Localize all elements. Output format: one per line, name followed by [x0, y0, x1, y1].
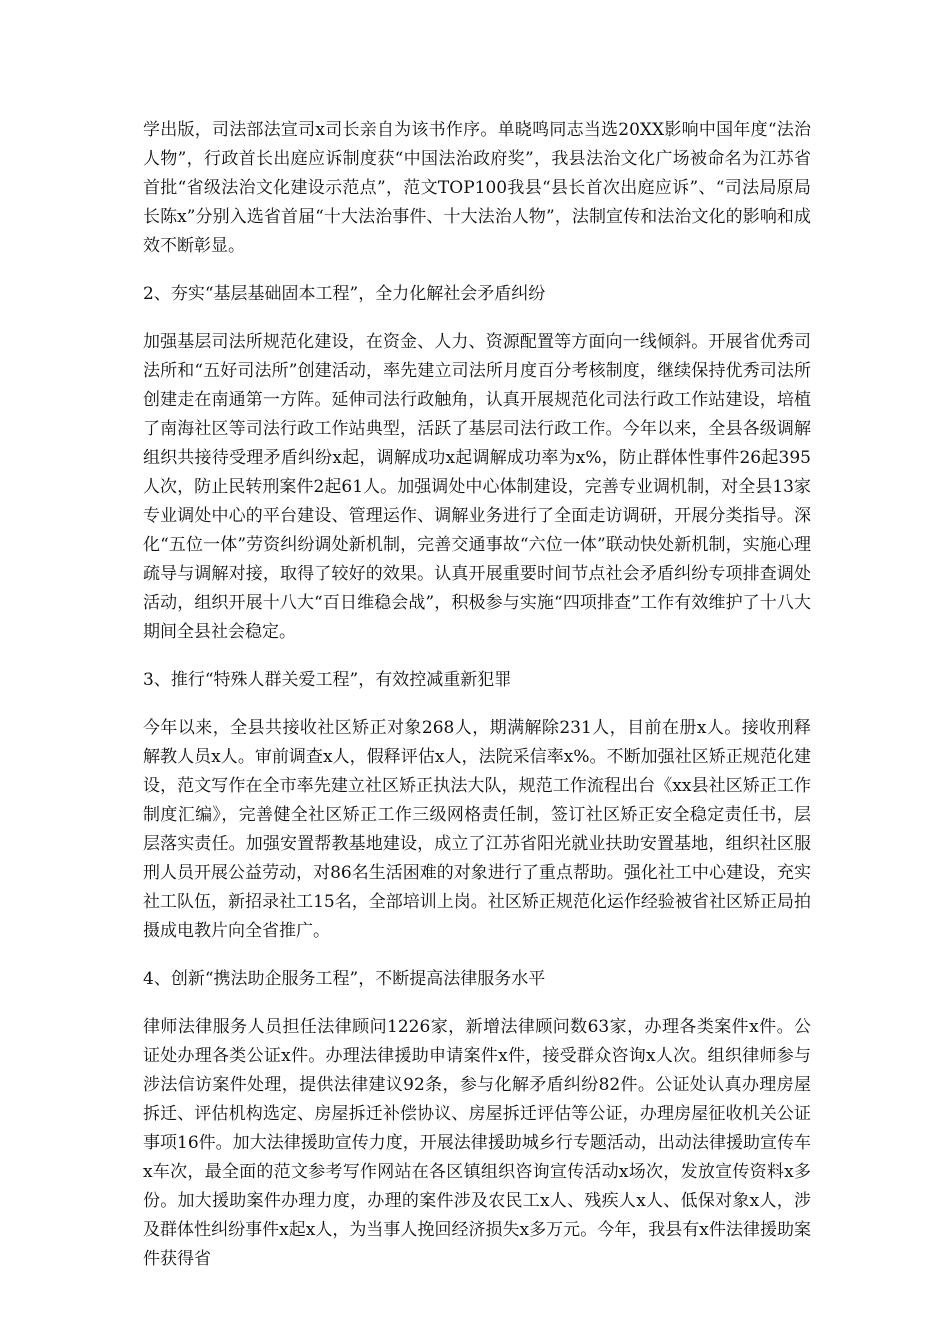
paragraph-gap: [143, 994, 811, 1013]
paragraph-gap: [143, 647, 811, 666]
paragraph-community-correction: 今年以来，全县共接收社区矫正对象268人，期满解除231人，目前在册x人。接收刑释解教人员x人。审前调查x人，假释评估x人，法院采信率x%。不断加强社区矫正规范化建设，范文写作在全市率先建立社区矫正执法大队，规范工作流程出台《xx县社区矫正工作制度汇编》，完善健全社区矫正工作三级网格责任制，签订社区矫正安全稳定责任书，层层落实责任。加强安置帮教基地建设，成立了江苏省阳光就业扶助安置基地，组织社区服刑人员开展公益劳动，对86名生活困难的对象进行了重点帮助。强化社工中心建设，充实社工队伍，新招录社工15名，全部培训上岗。社区矫正规范化运作经验被省社区矫正局拍摄成电教片向全省推广。: [143, 718, 811, 941]
paragraph-legal-culture: 学出版，司法部法宣司x司长亲自为该书作序。单晓鸣同志当选20XX影响中国年度“法治人物”，行政首长出庭应诉制度获“中国法治政府奖”，我县法治文化广场被命名为江苏省首批“省级法治文化建设示范点”，范文TOP100我县“县长首次出庭应诉”、“司法局原局长陈x”分别入选省首届“十大法治事件、十大法治人物”，法制宣传和法治文化的影响和成效不断彰显。: [143, 120, 811, 256]
paragraph-grassroots: 加强基层司法所规范化建设，在资金、人力、资源配置等方面向一线倾斜。开展省优秀司法所和“五好司法所”创建活动，率先建立司法所月度百分考核制度，继续保持优秀司法所创建走在南通第一方阵。延伸司法行政触角，认真开展规范化司法行政工作站建设，培植了南海社区等司法行政工作站典型，活跃了基层司法行政工作。今年以来，全县各级调解组织共接待受理矛盾纠纷x起，调解成功x起调解成功率为x%，防止群体性事件26起395人次，防止民转刑案件2起61人。加强调处中心体制建设，完善专业调机制，对全县13家专业调处中心的平台建设、管理运作、调解业务进行了全面走访调研，开展分类指导。深化“五位一体”劳资纠纷调处新机制，完善交通事故“六位一体”联动快处新机制，实施心理疏导与调解对接，取得了较好的效果。认真开展重要时间节点社会矛盾纠纷专项排查调处活动，组织开展十八大“百日维稳会战”，积极参与实施“四项排查”工作有效维护了十八大期间全县社会稳定。: [143, 332, 811, 642]
section-heading-3: 3、推行“特殊人群关爱工程”，有效控减重新犯罪: [143, 670, 512, 690]
section-heading-2: 2、夯实“基层基础固本工程”，全力化解社会矛盾纠纷: [143, 284, 546, 304]
paragraph-gap: [143, 261, 811, 280]
section-heading-4: 4、创新“携法助企服务工程”，不断提高法律服务水平: [143, 969, 546, 989]
document-page: [143, 116, 811, 1274]
paragraph-legal-services: 律师法律服务人员担任法律顾问1226家，新增法律顾问数63家，办理各类案件x件。公证处办理各类公证x件。办理法律援助申请案件x件，接受群众咨询x人次。组织律师参与涉法信访案件处理，提供法律建议92条，参与化解矛盾纠纷82件。公证处认真办理房屋拆迁、评估机构选定、房屋拆迁补偿协议、房屋拆迁评估等公证，办理房屋征收机关公证事项16件。加大法律援助宣传力度，开展法律援助城乡行专题活动，出动法律援助宣传车x车次，最全面的范文参考写作网站在各区镇组织咨询宣传活动x场次，发放宣传资料x多份。加大援助案件办理力度，办理的案件涉及农民工x人、残疾人x人、低保对象x人，涉及群体性纠纷事件x起x人，为当事人挽回经济损失x多万元。今年，我县有x件法律援助案件获得省: [143, 1017, 811, 1269]
paragraph-gap: [143, 695, 811, 714]
paragraph-gap: [143, 946, 811, 965]
paragraph-gap: [143, 309, 811, 328]
